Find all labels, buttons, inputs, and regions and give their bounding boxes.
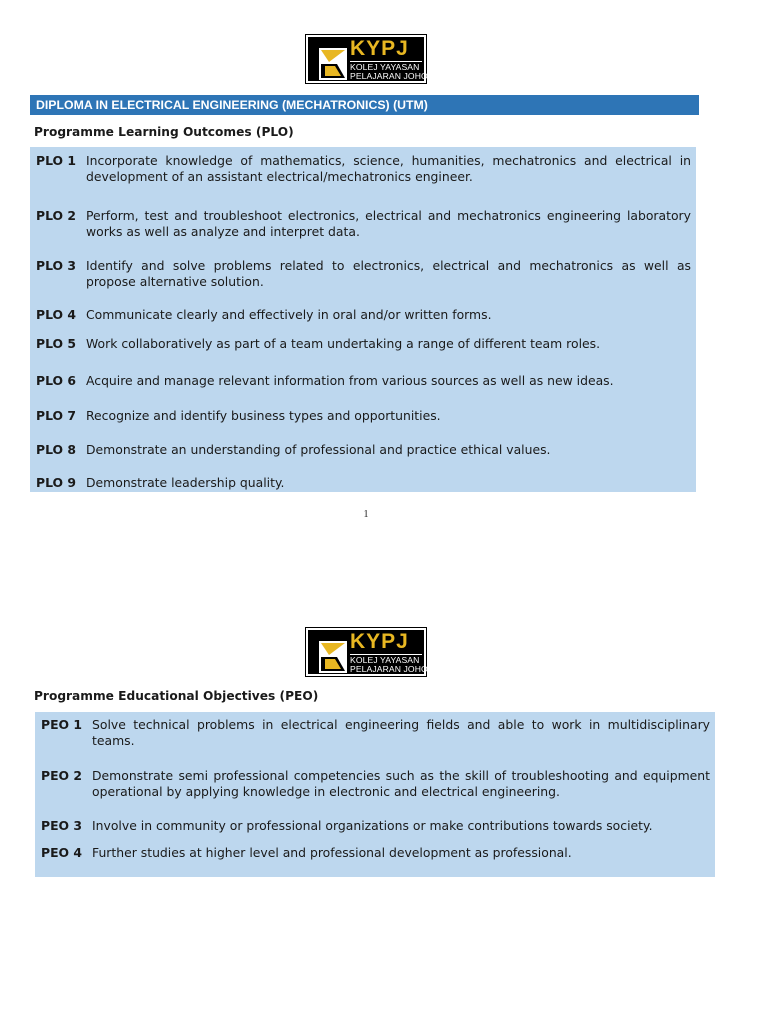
plo-code: PLO 5 xyxy=(36,336,77,351)
plo-code: PLO 4 xyxy=(36,307,77,322)
peo-text: Solve technical problems in electrical engineering fields and able to work in multidisciplinary teams. xyxy=(92,717,710,748)
peo-code: PEO 1 xyxy=(41,717,83,732)
plo-text: Demonstrate leadership quality. xyxy=(86,475,285,490)
page-number: 1 xyxy=(363,509,369,520)
programme-title-banner: DIPLOMA IN ELECTRICAL ENGINEERING (MECHATRONICS) (UTM) xyxy=(30,95,699,115)
plo-code: PLO 9 xyxy=(36,475,77,490)
plo-code: PLO 3 xyxy=(36,258,77,273)
plo-text: Demonstrate an understanding of professional and practice ethical values. xyxy=(86,442,551,457)
plo-code: PLO 6 xyxy=(36,373,77,388)
plo-text: Identify and solve problems related to electronics, electrical and mechatronics as well as propose alternative solution. xyxy=(86,258,691,289)
plo-text: Acquire and manage relevant information from various sources as well as new ideas. xyxy=(86,373,614,388)
peo-text: Demonstrate semi professional competencies such as the skill of troubleshooting and equipment operational by applying knowledge in electronic and electrical engineering. xyxy=(92,768,710,799)
peo-code: PEO 3 xyxy=(41,818,83,833)
plo-section-title: Programme Learning Outcomes (PLO) xyxy=(34,125,294,139)
kypj-logo xyxy=(306,628,435,676)
plo-text: Perform, test and troubleshoot electronics, electrical and mechatronics engineering laboratory works as well as analyze and interpret data. xyxy=(86,208,691,239)
plo-code: PLO 8 xyxy=(36,442,77,457)
peo-code: PEO 2 xyxy=(41,768,83,783)
kypj-emblem-icon xyxy=(311,40,347,80)
plo-code: PLO 1 xyxy=(36,153,77,168)
plo-text: Communicate clearly and effectively in oral and/or written forms. xyxy=(86,307,492,322)
peo-text: Further studies at higher level and professional development as professional. xyxy=(92,845,572,860)
kypj-emblem-icon xyxy=(311,633,347,673)
kypj-logo xyxy=(306,35,435,83)
logo-subtitle-2: PELAJARAN JOHOR xyxy=(350,71,435,81)
logo-subtitle-2: PELAJARAN JOHOR xyxy=(350,664,435,674)
plo-text: Recognize and identify business types and opportunities. xyxy=(86,408,441,423)
logo-wordmark: KYPJ xyxy=(350,630,409,653)
logo-subtitle-1: KOLEJ YAYASAN xyxy=(350,62,420,72)
peo-text: Involve in community or professional organizations or make contributions towards society. xyxy=(92,818,653,833)
peo-code: PEO 4 xyxy=(41,845,83,860)
plo-text: Work collaboratively as part of a team undertaking a range of different team roles. xyxy=(86,336,601,351)
plo-code: PLO 2 xyxy=(36,208,77,223)
peo-section-title: Programme Educational Objectives (PEO) xyxy=(34,689,319,703)
plo-text: Incorporate knowledge of mathematics, science, humanities, mechatronics and electrical in development of an assistant electrical/mechatronics engineer. xyxy=(86,153,691,184)
logo-subtitle-1: KOLEJ YAYASAN xyxy=(350,655,420,665)
plo-code: PLO 7 xyxy=(36,408,77,423)
logo-wordmark: KYPJ xyxy=(350,37,409,60)
